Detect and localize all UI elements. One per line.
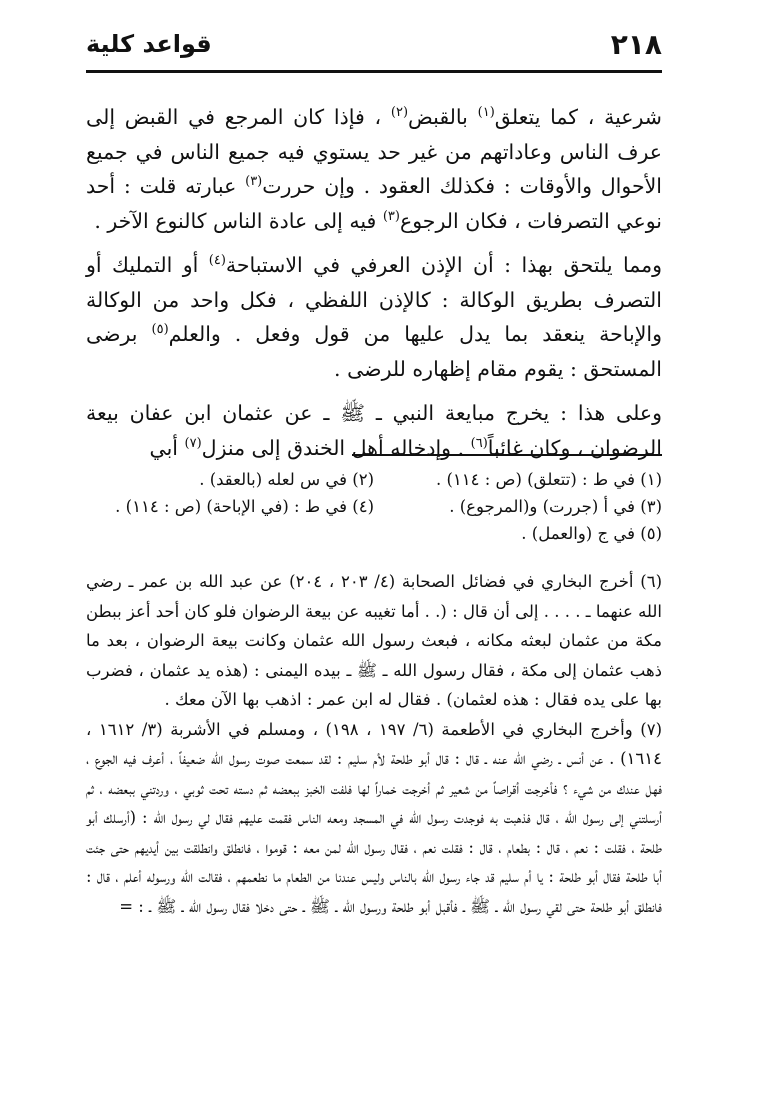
footnote-ref: (٧) (184, 435, 202, 451)
footnote-2: (٢) في س لعله (بالعقد) . (199, 470, 374, 489)
footnote-ref: (١) (477, 105, 495, 121)
text-run: برضى المستحق : يقوم مقام إظهاره للرضى . (86, 322, 662, 381)
footnote-ref: (٣) (382, 208, 400, 224)
text-run: شرعية ، كما يتعلق (494, 105, 662, 129)
footnote-separator (352, 454, 662, 456)
page-number: ٢١٨ (610, 28, 662, 61)
header-rule (86, 70, 662, 73)
text-run: بالقبض (408, 105, 478, 129)
text-run: أو التمليك أو التصرف بطريق الوكالة : كالإذن اللفظي ، فكل واحد من الوكالة والإباحة ينعقد بما يدل عليها من قول وفعل . والعلم (86, 253, 663, 346)
running-title: قواعد كلية (86, 30, 212, 58)
footnote-7: (٧) وأخرج البخاري في الأطعمة (٦/ ١٩٧ ، ١٩٨) ، ومسلم في الأشربة (٣/ ١٦١٢ ، ١٦١٤) . عن أنس ـ رضي الله عنه ـ قال : قال أبو طلحة لأم سليم : لقد سمعت صوت رسول الله ضعيفاً ، أعرف فيه الجوع ، فهل عندك من شيء ؟ فأخرجت أقراصاً من شعير ثم أخرجت خماراً لها فلفت الخبز ببعضه ثم دسته تحت ثوبي ، وردتني ببعضه ، ثم أرسلتني إلى رسول الله ، قال فذهبت به فوجدت رسول الله في المسجد ومعه الناس فقمت عليهم فقال لي رسول الله : (أرسلك أبو طلحة ، فقلت : نعم ، قال : بطعام ، قال : فقلت نعم ، فقال رسول الله لمن معه : قوموا ، فانطلق وانطلقت بين أيديهم حتى جئت أبا طلحة فقال أبو طلحة : يا أم سليم قد جاء رسول الله بالناس وليس عندنا من الطعام ما نطعمهم ، فقالت الله ورسوله أعلم ، قال : فانطلق أبو طلحة حتى لقي رسول الله ـ ﷺ ـ فأقبل أبو طلحة ورسول الله ـ ﷺ ـ حتى دخلا فقال رسول الله ـ ﷺ ـ : = (86, 719, 662, 916)
footnote-4: (٤) في ط : (في الإباحة) (ص : ١١٤) . (115, 497, 374, 516)
footnote-ref: (٤) (208, 253, 226, 269)
short-footnotes (86, 466, 662, 547)
text-run: أبي (149, 435, 185, 460)
text-run: وعلى هذا : يخرج مبايعة النبي ـ ﷺ ـ عن عثمان ابن عفان بيعة الرضوان ، وكان غائباً (86, 401, 662, 460)
page-header (86, 28, 662, 72)
footnote-3: (٣) في أ (جررت) و(المرجوع) . (449, 497, 662, 516)
footnote-ref: (٣) (245, 174, 263, 190)
footnote-6: (٦) أخرج البخاري في فضائل الصحابة (٤/ ٢٠٣ ، ٢٠٤) عن عبد الله بن عمر ـ رضي الله عنهما ـ . . . . إلى أن قال : (. . أما تغيبه عن بيعة الرضوان فلو كان أحد أعز ببطن مكة من عثمان لبعثه مكانه ، فبعث رسول الله عثمان وكانت بيعة الرضوان ، بعد ما ذهب عثمان إلى مكة ، فقال رسول الله ـ ﷺ ـ بيده اليمنى : (هذه يد عثمان ، فضرب بها على يده فقال : هذه لعثمان) . فقال له ابن عمر : اذهب بها الآن معك . (86, 572, 662, 709)
footnote-ref: (٦) (470, 435, 488, 451)
text-run: فيه إلى عادة الناس كالنوع الآخر . (94, 208, 383, 233)
text-run: عبارته قلت : أحد نوعي التصرفات ، فكان الرجوع (86, 174, 662, 233)
paragraph-1 (86, 100, 662, 238)
text-run: ومما يلتحق بهذا : أن الإذن العرفي في الاستباحة (225, 253, 663, 277)
text-run: ، فإذا كان المرجع في القبض إلى عرف الناس وعاداتهم من غير حد يستوي فيه جميع الناس في جميع الأحوال والأوقات : فكذلك العقود . وإن حررت (86, 105, 663, 198)
long-footnotes (86, 567, 662, 921)
footnote-row (86, 466, 662, 493)
main-text (86, 100, 662, 475)
paragraph-2 (86, 248, 662, 386)
footnote-row (86, 520, 662, 547)
footnote-ref: (٥) (151, 322, 169, 338)
footnote-row (86, 493, 662, 520)
footnote-1: (١) في ط : (تتعلق) (ص : ١١٤) . (435, 470, 662, 489)
footnote-5: (٥) في ج (والعمل) . (521, 524, 662, 543)
footnote-ref: (٢) (390, 105, 409, 121)
text-run: . وإدخاله أهل الخندق إلى منزل (201, 435, 471, 460)
